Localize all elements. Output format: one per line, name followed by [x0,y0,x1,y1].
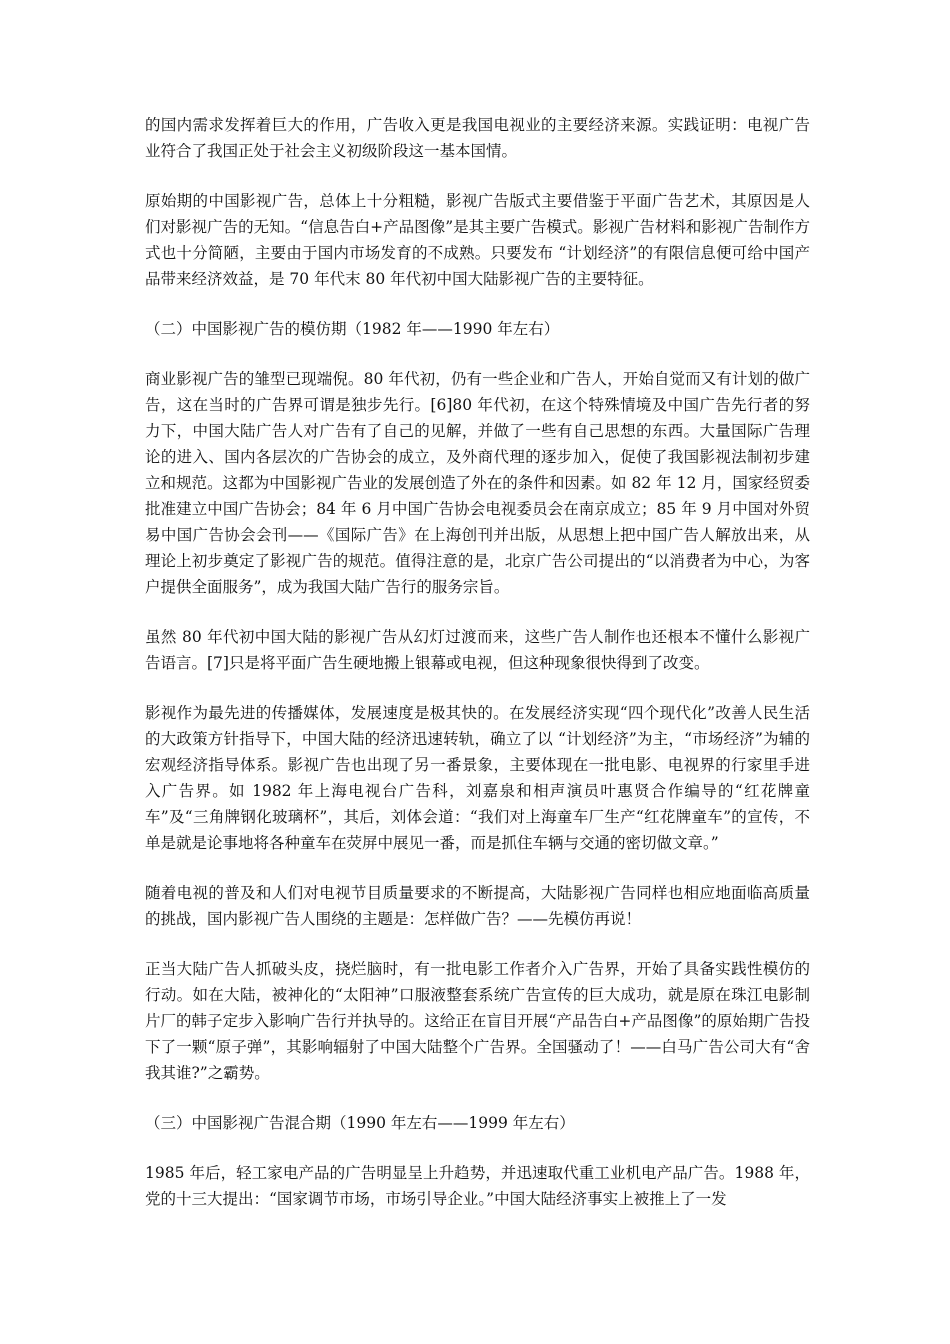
paragraph-1: 的国内需求发挥着巨大的作用，广告收入更是我国电视业的主要经济来源。实践证明：电视广告业符合了我国正处于社会主义初级阶段这一基本国情。 [145,116,810,160]
document-body [145,112,810,1236]
paragraph-2: 原始期的中国影视广告，总体上十分粗糙，影视广告版式主要借鉴于平面广告艺术，其原因是人们对影视广告的无知。“信息告白+产品图像”是其主要广告模式。影视广告材料和影视广告制作方式也十分简陋，主要由于国内市场发育的不成熟。只要发布 “计划经济”的有限信息便可给中国产品带来经济效益，是 70 年代末 80 年代初中国大陆影视广告的主要特征。 [145,192,810,288]
paragraph-6: 随着电视的普及和人们对电视节目质量要求的不断提高，大陆影视广告同样也相应地面临高质量的挑战，国内影视广告人围绕的主题是：怎样做广告？——先模仿再说！ [145,884,810,928]
paragraph-5: 影视作为最先进的传播媒体，发展速度是极其快的。在发展经济实现“四个现代化”改善人民生活的大政策方针指导下，中国大陆的经济迅速转轨，确立了以 “计划经济”为主，“市场经济”为辅的宏观经济指导体系。影视广告也出现了另一番景象，主要体现在一批电影、电视界的行家里手进入广告界。如 1982 年上海电视台广告科，刘嘉泉和相声演员叶惠贤合作编导的“红花牌童车”及“三角牌钢化玻璃杯”，其后，刘体会道：“我们对上海童车厂生产“红花牌童车”的宣传，不单是就是论事地将各种童车在荧屏中展见一番，而是抓住车辆与交通的密切做文章。” [145,704,810,852]
paragraph-3: 商业影视广告的雏型已现端倪。80 年代初，仍有一些企业和广告人，开始自觉而又有计划的做广告，这在当时的广告界可谓是独步先行。[6]80 年代初，在这个特殊情境及中国广告先行者的努力下，中国大陆广告人对广告有了自己的见解，并做了一些有自己思想的东西。大量国际广告理论的进入、国内各层次的广告协会的成立，及外商代理的逐步加入，促使了我国影视法制初步建立和规范。这都为中国影视广告业的发展创造了外在的条件和因素。如 82 年 12 月，国家经贸委批准建立中国广告协会；84 年 6 月中国广告协会电视委员会在南京成立；85 年 9 月中国对外贸易中国广告协会会刊——《国际广告》在上海创刊并出版，从思想上把中国广告人解放出来，从理论上初步奠定了影视广告的规范。值得注意的是，北京广告公司提出的“以消费者为中心，为客户提供全面服务”，成为我国大陆广告行的服务宗旨。 [145,370,810,596]
paragraph-7: 正当大陆广告人抓破头皮，挠烂脑时，有一批电影工作者介入广告界，开始了具备实践性模仿的行动。如在大陆，被神化的“太阳神”口服液整套系统广告宣传的巨大成功，就是原在珠江电影制片厂的韩子定步入影响广告行并执导的。这给正在盲目开展“产品告白+产品图像”的原始期广告投下了一颗“原子弹”，其影响辐射了中国大陆整个广告界。全国骚动了！——白马广告公司大有“舍我其谁?”之霸势。 [145,960,810,1082]
section-heading-mixed-period: （三）中国影视广告混合期（1990 年左右——1999 年左右） [145,1114,575,1132]
section-heading-imitation-period: （二）中国影视广告的模仿期（1982 年——1990 年左右） [145,320,560,338]
paragraph-4: 虽然 80 年代初中国大陆的影视广告从幻灯过渡而来，这些广告人制作也还根本不懂什么影视广告语言。[7]只是将平面广告生硬地搬上银幕或电视，但这种现象很快得到了改变。 [145,628,810,672]
paragraph-8: 1985 年后，轻工家电产品的广告明显呈上升趋势，并迅速取代重工业机电产品广告。1988 年，党的十三大提出：“国家调节市场，市场引导企业。”中国大陆经济事实上被推上了一发 [145,1164,810,1208]
